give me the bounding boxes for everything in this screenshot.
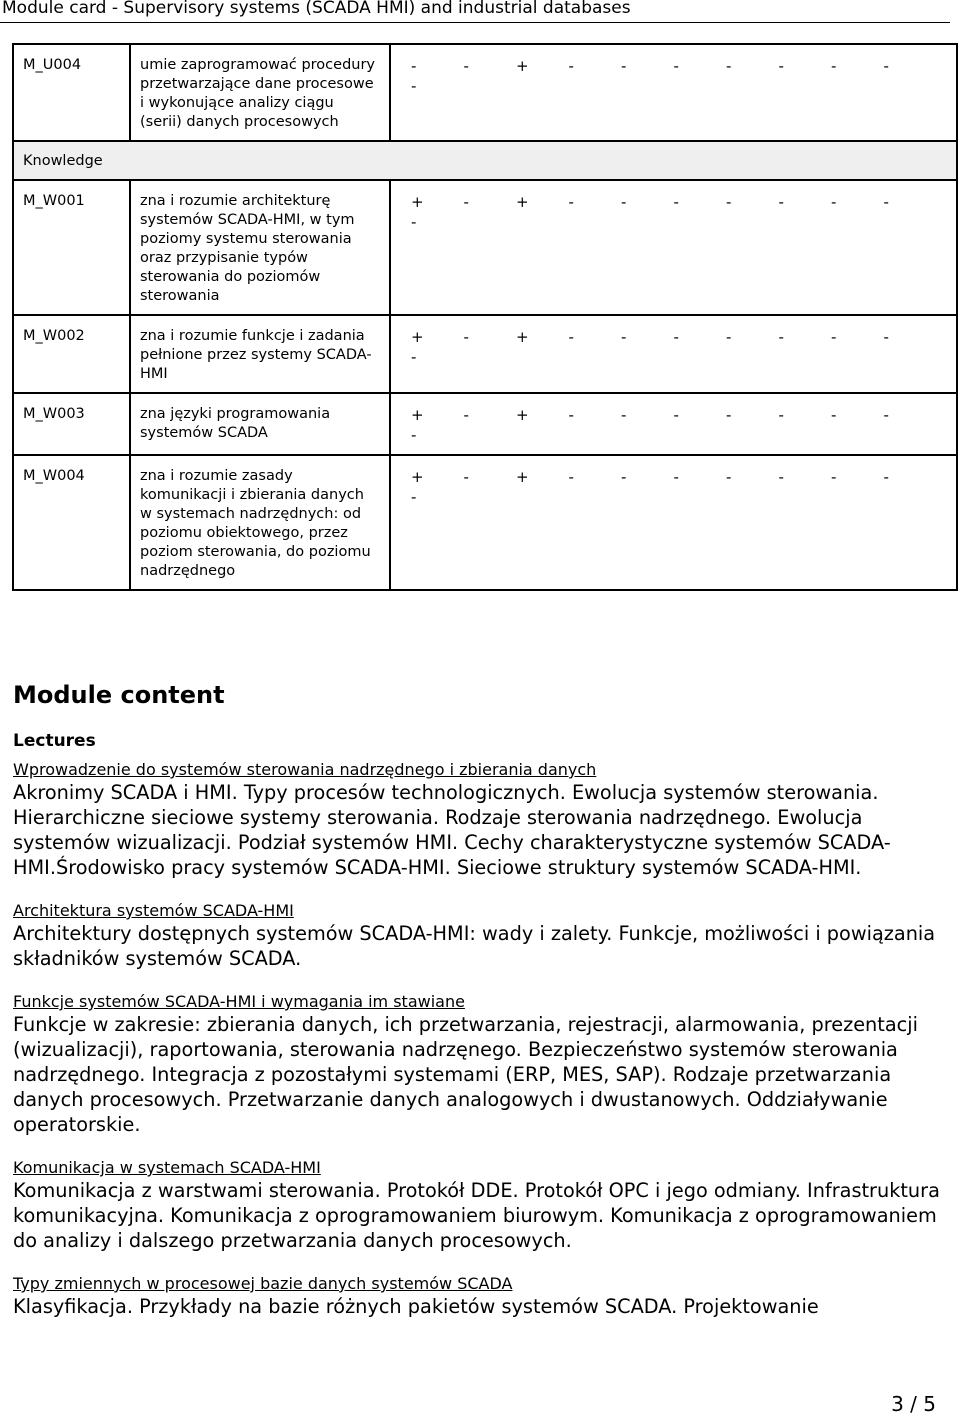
mark: - [778,468,784,486]
outcome-description: umie zaprogramować procedury przetwarzające dane procesowe i wykonujące analizy ciągu (serii) danych procesowych [130,44,390,141]
module-content-heading: Module content [13,681,225,709]
mark: - [883,328,889,346]
mark: - [463,57,469,75]
outcome-marks [390,44,957,141]
outcome-code: M_U004 [13,44,130,141]
outcome-description: zna i rozumie funkcje i zadania pełnione przez systemy SCADA-HMI [130,315,390,393]
mark: - [621,328,627,346]
mark: - [463,328,469,346]
mark: - [411,426,417,444]
mark: - [883,468,889,486]
mark: + [516,468,529,486]
outcome-marks [390,455,957,590]
lecture-topic-body: Klasyfikacja. Przykłady na bazie różnych pakietów systemów SCADA. Projektowanie [13,1295,819,1318]
mark: - [831,57,837,75]
mark: - [883,57,889,75]
mark: + [411,193,424,211]
table-row [13,315,957,393]
mark: - [568,406,574,424]
mark: - [726,57,732,75]
lecture-topic-body: Funkcje w zakresie: zbierania danych, ich przetwarzania, rejestracji, alarmowania, prezentacji (wizualizacji), raportowania, sterowania nadrzęnego. Bezpieczeństwo systemów sterowania nadrzędnego. Integracja z pozostałymi systemami (ERP, MES, SAP). Rodzaje przetwarzania danych procesowych. Przetwarzanie danych analogowych i dwustanowych. Oddziaływanie operatorskie. [13,1013,918,1136]
mark: - [411,77,417,95]
mark: - [411,213,417,231]
mark: - [673,57,679,75]
outcome-description: zna i rozumie zasady komunikacji i zbierania danych w systemach nadrzędnych: od poziomu obiektowego, przez poziom sterowania, do poziomu nadrzędnego [130,455,390,590]
lecture-topic-body: Architektury dostępnych systemów SCADA-HMI: wady i zalety. Funkcje, możliwości i powiązania składników systemów SCADA. [13,922,936,970]
mark: - [463,193,469,211]
table-row [13,180,957,315]
lecture-topic-body: Komunikacja z warstwami sterowania. Protokół DDE. Protokół OPC i jego odmiany. Infrastruktura komunikacyjna. Komunikacja z oprogramowaniem biurowym. Komunikacja z oprogramowaniem do analizy i dalszego przetwarzania danych procesowych. [13,1179,940,1252]
mark: - [463,406,469,424]
mark: - [778,328,784,346]
outcome-code: M_W002 [13,315,130,393]
mark: - [621,468,627,486]
mark: - [726,328,732,346]
mark: + [411,328,424,346]
mark: - [673,193,679,211]
table-row [13,393,957,455]
mark: - [778,193,784,211]
outcome-code: M_W001 [13,180,130,315]
table-row [13,455,957,590]
mark: - [568,57,574,75]
mark: + [411,468,424,486]
mark: - [726,406,732,424]
mark: - [673,406,679,424]
mark: - [568,193,574,211]
lecture-topic-title: Typy zmiennych w procesowej bazie danych systemów SCADA [13,1274,513,1293]
page-header [0,0,950,23]
lecture-topic-title: Wprowadzenie do systemów sterowania nadrzędnego i zbierania danych [13,760,597,779]
mark: - [411,348,417,366]
mark: + [516,328,529,346]
mark: - [778,57,784,75]
mark: + [411,406,424,424]
mark: - [778,406,784,424]
mark: + [516,193,529,211]
mark: + [516,57,529,75]
outcome-code: M_W003 [13,393,130,455]
lecture-topic-title: Funkcje systemów SCADA-HMI i wymagania im stawiane [13,992,465,1011]
mark: - [883,193,889,211]
outcome-marks [390,180,957,315]
mark: - [463,468,469,486]
mark: - [621,193,627,211]
mark: - [831,193,837,211]
lecture-topic-title: Komunikacja w systemach SCADA-HMI [13,1158,321,1177]
learning-outcomes-table [12,43,958,591]
table-row [13,44,957,141]
mark: - [411,57,417,75]
mark: - [883,406,889,424]
mark: - [411,488,417,506]
section-label: Knowledge [13,141,957,180]
outcome-code: M_W004 [13,455,130,590]
page-number: 3 / 5 [891,1392,936,1416]
outcome-description: zna i rozumie architekturę systemów SCADA-HMI, w tym poziomy systemu sterowania oraz przypisanie typów sterowania do poziomów sterowania [130,180,390,315]
outcome-marks [390,393,957,455]
module-card-title: Module card - Supervisory systems (SCADA HMI) and industrial databases [2,0,631,18]
mark: + [516,406,529,424]
mark: - [726,193,732,211]
mark: - [831,468,837,486]
mark: - [831,328,837,346]
mark: - [568,468,574,486]
outcome-marks [390,315,957,393]
section-row-knowledge [13,141,957,180]
lecture-topic-body: Akronimy SCADA i HMI. Typy procesów technologicznych. Ewolucja systemów sterowania. Hierarchiczne sieciowe systemy sterowania. Rodzaje sterowania nadrzędnego. Ewolucja systemów wizualizacji. Podział systemów HMI. Cechy charakterystyczne systemów SCADA-HMI.Środowisko pracy systemów SCADA-HMI. Sieciowe struktury systemów SCADA-HMI. [13,781,891,879]
mark: - [831,406,837,424]
mark: - [621,57,627,75]
mark: - [673,468,679,486]
module-content [13,680,948,1319]
mark: - [621,406,627,424]
mark: - [726,468,732,486]
outcome-description: zna języki programowania systemów SCADA [130,393,390,455]
lecture-topic-title: Architektura systemów SCADA-HMI [13,901,294,920]
mark: - [568,328,574,346]
lectures-heading: Lectures [13,731,96,751]
mark: - [673,328,679,346]
